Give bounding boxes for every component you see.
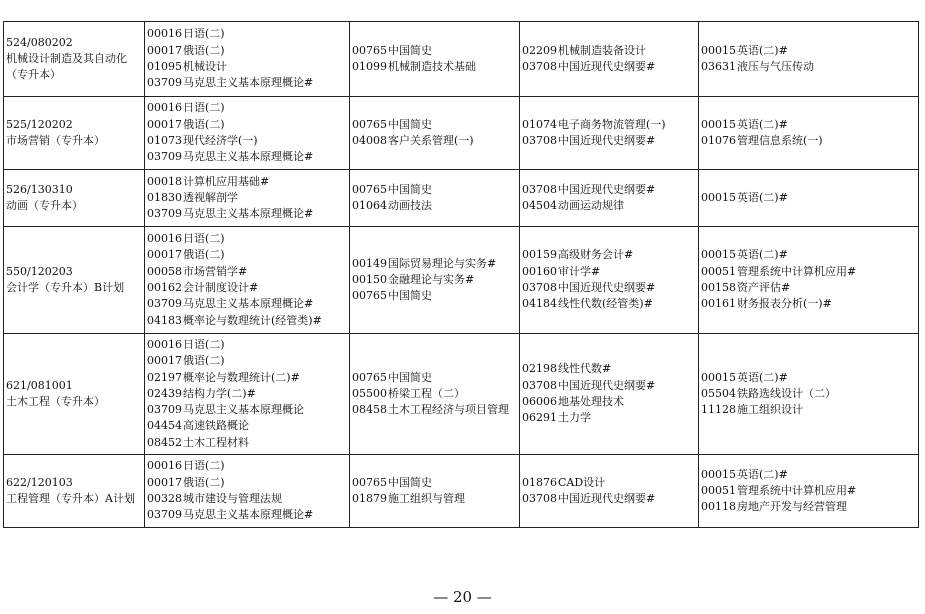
course-entry <box>522 117 696 133</box>
course-entry <box>352 43 517 59</box>
course-entry <box>352 117 517 133</box>
course-code: 03708 <box>522 60 557 73</box>
major-code: 550/120203 <box>6 264 73 278</box>
course-code: 00118 <box>701 500 736 514</box>
course-cell <box>699 97 919 170</box>
course-name: CAD设计 <box>558 475 606 489</box>
course-entry <box>522 491 696 507</box>
table-row <box>4 227 919 334</box>
course-code: 01876 <box>522 475 557 489</box>
course-entry <box>147 190 347 206</box>
course-name: 施工组织与管理 <box>388 492 465 505</box>
course-code: 08458 <box>352 403 387 417</box>
major-code: 622/120103 <box>6 475 73 489</box>
course-code: 05500 <box>352 386 387 400</box>
course-entry <box>522 264 696 280</box>
course-entry <box>522 43 696 59</box>
course-entry <box>147 337 347 353</box>
course-name: 英语(二)# <box>737 370 788 384</box>
course-name: 中国简史 <box>388 370 432 384</box>
exam-schedule-table <box>3 21 919 528</box>
course-code: 00161 <box>701 297 736 311</box>
course-code: 00160 <box>522 264 557 278</box>
course-name: 英语(二)# <box>737 248 788 262</box>
course-cell <box>699 227 919 334</box>
course-entry <box>147 507 347 523</box>
course-code: 00150 <box>352 272 387 286</box>
course-entry <box>147 117 347 133</box>
course-entry <box>147 353 347 369</box>
course-entry <box>701 59 916 75</box>
course-cell <box>520 455 699 528</box>
course-code: 00015 <box>701 117 736 131</box>
course-cell <box>350 227 520 334</box>
course-code: 04454 <box>147 419 182 433</box>
course-code: 00016 <box>147 459 182 473</box>
course-code: 03708 <box>522 492 557 505</box>
course-code: 00015 <box>701 43 736 57</box>
course-entry <box>701 190 916 206</box>
course-entry <box>147 491 347 507</box>
course-entry <box>147 264 347 280</box>
course-name: 机械制造技术基础 <box>388 60 476 73</box>
course-cell <box>145 170 350 227</box>
major-code: 621/081001 <box>6 378 73 392</box>
course-entry <box>147 174 347 190</box>
course-name: 中国近现代史纲要# <box>558 182 656 196</box>
course-entry <box>147 296 347 312</box>
course-name: 马克思主义基本原理概论# <box>183 508 314 522</box>
course-code: 01095 <box>147 60 182 73</box>
major-cell <box>4 455 145 528</box>
course-cell <box>520 170 699 227</box>
course-entry <box>522 475 696 491</box>
course-code: 01074 <box>522 117 557 131</box>
course-entry <box>147 386 347 402</box>
course-name: 计算机应用基础# <box>183 174 270 188</box>
course-entry <box>147 75 347 91</box>
course-entry <box>701 483 916 499</box>
major-name: 动画（专升本） <box>6 199 83 212</box>
course-code: 00765 <box>352 475 387 489</box>
course-name: 中国简史 <box>388 182 432 196</box>
course-cell <box>145 455 350 528</box>
course-name: 铁路选线设计（二） <box>737 386 836 400</box>
course-entry <box>522 410 696 426</box>
course-entry <box>522 182 696 198</box>
course-name: 土力学 <box>558 411 591 425</box>
course-cell <box>699 170 919 227</box>
major-name: 土木工程（专升本） <box>6 395 105 408</box>
major-name: 工程管理（专升本）A计划 <box>6 492 135 505</box>
major-name: 市场营销（专升本） <box>6 134 105 147</box>
course-cell <box>699 455 919 528</box>
course-code: 00149 <box>352 256 387 270</box>
course-code: 00765 <box>352 182 387 196</box>
course-entry <box>147 100 347 116</box>
course-name: 客户关系管理(一) <box>388 134 474 147</box>
course-name: 中国近现代史纲要# <box>558 492 656 505</box>
course-cell <box>350 97 520 170</box>
course-name: 马克思主义基本原理概论# <box>183 297 314 311</box>
course-name: 管理系统中计算机应用# <box>737 264 857 278</box>
course-entry <box>147 435 347 451</box>
course-code: 03709 <box>147 207 182 221</box>
course-entry <box>522 394 696 410</box>
major-code: 526/130310 <box>6 182 73 196</box>
course-entry <box>147 475 347 491</box>
course-name: 城市建设与管理法规 <box>183 492 282 505</box>
course-entry <box>352 370 517 386</box>
course-code: 02439 <box>147 386 182 400</box>
course-name: 英语(二)# <box>737 190 788 204</box>
course-entry <box>701 247 916 263</box>
course-name: 马克思主义基本原理概论# <box>183 76 314 90</box>
course-entry <box>352 288 517 304</box>
course-name: 房地产开发与经营管理 <box>737 500 847 514</box>
course-name: 动画运动规律 <box>558 199 624 212</box>
course-entry <box>701 467 916 483</box>
course-entry <box>701 386 916 402</box>
course-entry <box>147 402 347 418</box>
course-code: 01879 <box>352 492 387 505</box>
course-code: 00017 <box>147 248 182 262</box>
course-name: 俄语(二) <box>183 248 225 262</box>
course-code: 00051 <box>701 483 736 497</box>
course-entry <box>352 272 517 288</box>
course-entry <box>352 491 517 507</box>
course-code: 00016 <box>147 101 182 115</box>
course-name: 中国简史 <box>388 43 432 57</box>
course-entry <box>147 280 347 296</box>
major-name: 会计学（专升本）B计划 <box>6 281 125 294</box>
course-name: 结构力学(二)# <box>183 386 256 400</box>
course-code: 00016 <box>147 232 182 246</box>
course-name: 马克思主义基本原理概论# <box>183 150 314 164</box>
course-name: 中国近现代史纲要# <box>558 134 656 147</box>
table-body <box>4 22 919 528</box>
course-cell <box>350 170 520 227</box>
course-cell <box>520 22 699 97</box>
course-code: 03709 <box>147 508 182 522</box>
course-cell <box>350 334 520 455</box>
course-name: 日语(二) <box>183 337 225 351</box>
course-name: 英语(二)# <box>737 467 788 481</box>
course-code: 04183 <box>147 313 182 327</box>
course-code: 00765 <box>352 43 387 57</box>
course-name: 机械设计 <box>183 60 227 73</box>
course-cell <box>520 334 699 455</box>
course-name: 英语(二)# <box>737 43 788 57</box>
course-name: 透视解剖学 <box>183 190 238 204</box>
course-code: 01099 <box>352 60 387 73</box>
course-code: 01064 <box>352 199 387 212</box>
course-name: 英语(二)# <box>737 117 788 131</box>
course-name: 日语(二) <box>183 101 225 115</box>
course-code: 03709 <box>147 76 182 90</box>
major-cell <box>4 22 145 97</box>
course-code: 00051 <box>701 264 736 278</box>
table-row <box>4 170 919 227</box>
course-entry <box>352 182 517 198</box>
course-name: 电子商务物流管理(一) <box>558 117 666 131</box>
course-name: 管理信息系统(一) <box>737 134 823 147</box>
course-name: 俄语(二) <box>183 475 225 489</box>
course-entry <box>352 133 517 149</box>
course-entry <box>147 149 347 165</box>
course-name: 概率论与数理统计(二)# <box>183 370 300 384</box>
course-name: 高速铁路概论 <box>183 419 249 433</box>
course-entry <box>522 378 696 394</box>
major-cell <box>4 227 145 334</box>
course-code: 03708 <box>522 134 557 147</box>
course-entry <box>147 458 347 474</box>
course-cell <box>145 22 350 97</box>
course-cell <box>145 227 350 334</box>
course-entry <box>147 418 347 434</box>
course-name: 财务报表分析(一)# <box>737 297 832 311</box>
major-code: 524/080202 <box>6 35 73 49</box>
course-code: 00017 <box>147 117 182 131</box>
course-entry <box>701 264 916 280</box>
course-code: 03709 <box>147 297 182 311</box>
course-cell <box>520 97 699 170</box>
course-entry <box>522 280 696 296</box>
course-cell <box>145 97 350 170</box>
course-code: 05504 <box>701 386 736 400</box>
course-code: 00017 <box>147 354 182 368</box>
course-name: 国际贸易理论与实务# <box>388 256 497 270</box>
course-name: 中国近现代史纲要# <box>558 281 656 294</box>
course-code: 11128 <box>701 403 736 417</box>
course-name: 中国简史 <box>388 117 432 131</box>
course-entry <box>147 26 347 42</box>
course-entry <box>701 117 916 133</box>
course-entry <box>522 296 696 312</box>
course-code: 01830 <box>147 190 182 204</box>
course-name: 中国近现代史纲要# <box>558 378 656 392</box>
course-code: 00018 <box>147 174 182 188</box>
course-code: 00015 <box>701 248 736 262</box>
course-code: 02197 <box>147 370 182 384</box>
course-code: 01073 <box>147 134 182 147</box>
course-code: 00765 <box>352 117 387 131</box>
course-entry <box>352 59 517 75</box>
major-cell <box>4 170 145 227</box>
course-name: 中国简史 <box>388 475 432 489</box>
course-name: 高级财务会计# <box>558 248 634 262</box>
course-code: 00017 <box>147 475 182 489</box>
course-code: 00162 <box>147 281 182 294</box>
course-entry <box>701 370 916 386</box>
course-code: 03708 <box>522 281 557 294</box>
course-code: 00159 <box>522 248 557 262</box>
course-name: 动画技法 <box>388 199 432 212</box>
course-cell <box>350 455 520 528</box>
course-entry <box>352 475 517 491</box>
course-entry <box>522 59 696 75</box>
course-name: 概率论与数理统计(经管类)# <box>183 313 322 327</box>
course-code: 00016 <box>147 27 182 41</box>
course-name: 金融理论与实务# <box>388 272 475 286</box>
course-code: 03631 <box>701 60 736 73</box>
course-cell <box>699 334 919 455</box>
course-code: 03709 <box>147 150 182 164</box>
major-cell <box>4 334 145 455</box>
course-entry <box>147 133 347 149</box>
course-name: 线性代数# <box>558 362 612 376</box>
course-code: 01076 <box>701 134 736 147</box>
course-entry <box>147 247 347 263</box>
table-row <box>4 455 919 528</box>
course-code: 02209 <box>522 43 557 57</box>
course-name: 会计制度设计# <box>183 281 259 294</box>
course-code: 00016 <box>147 337 182 351</box>
major-code: 525/120202 <box>6 117 73 131</box>
course-code: 04008 <box>352 134 387 147</box>
course-name: 机械制造装备设计 <box>558 43 646 57</box>
course-name: 俄语(二) <box>183 43 225 57</box>
course-code: 00015 <box>701 370 736 384</box>
course-entry <box>522 247 696 263</box>
table-row <box>4 334 919 455</box>
course-code: 00765 <box>352 370 387 384</box>
course-name: 日语(二) <box>183 232 225 246</box>
course-entry <box>147 206 347 222</box>
course-cell <box>699 22 919 97</box>
course-name: 土木工程材料 <box>183 435 249 449</box>
major-name: 机械设计制造及其自动化（专升本） <box>6 51 127 82</box>
page-number: — 20 — <box>433 588 492 606</box>
major-cell <box>4 97 145 170</box>
course-code: 00015 <box>701 190 736 204</box>
course-name: 日语(二) <box>183 27 225 41</box>
course-cell <box>145 334 350 455</box>
table-row <box>4 97 919 170</box>
course-name: 日语(二) <box>183 459 225 473</box>
course-code: 00158 <box>701 281 736 294</box>
course-entry <box>352 386 517 402</box>
course-name: 土木工程经济与项目管理 <box>388 403 509 417</box>
course-name: 中国近现代史纲要# <box>558 60 656 73</box>
course-entry <box>522 198 696 214</box>
course-name: 现代经济学(一) <box>183 134 258 147</box>
course-code: 00328 <box>147 492 182 505</box>
course-code: 08452 <box>147 435 182 449</box>
course-name: 资产评估# <box>737 281 791 294</box>
course-code: 03708 <box>522 378 557 392</box>
course-name: 俄语(二) <box>183 117 225 131</box>
course-code: 03708 <box>522 182 557 196</box>
course-cell <box>520 227 699 334</box>
course-name: 马克思主义基本原理概论# <box>183 207 314 221</box>
course-name: 审计学# <box>558 264 601 278</box>
course-name: 马克思主义基本原理概论 <box>183 403 304 417</box>
table-row <box>4 22 919 97</box>
course-code: 00017 <box>147 43 182 57</box>
course-entry <box>522 133 696 149</box>
course-code: 02198 <box>522 362 557 376</box>
course-name: 管理系统中计算机应用# <box>737 483 857 497</box>
course-entry <box>701 499 916 515</box>
course-name: 地基处理技术 <box>558 395 624 408</box>
course-name: 线性代数(经管类)# <box>558 297 653 311</box>
course-name: 中国简史 <box>388 289 432 303</box>
course-name: 施工组织设计 <box>737 403 803 417</box>
course-entry <box>147 370 347 386</box>
course-code: 03709 <box>147 403 182 417</box>
course-name: 液压与气压传动 <box>737 60 814 73</box>
course-entry <box>701 296 916 312</box>
course-entry <box>352 198 517 214</box>
course-entry <box>352 256 517 272</box>
course-entry <box>701 402 916 418</box>
course-entry <box>352 402 517 418</box>
course-cell <box>350 22 520 97</box>
course-entry <box>701 280 916 296</box>
course-code: 00765 <box>352 289 387 303</box>
course-entry <box>701 43 916 59</box>
course-entry <box>522 361 696 377</box>
course-code: 00015 <box>701 467 736 481</box>
course-name: 桥梁工程（二） <box>388 386 465 400</box>
course-code: 04504 <box>522 199 557 212</box>
course-code: 06006 <box>522 395 557 408</box>
course-name: 市场营销学# <box>183 264 248 278</box>
course-entry <box>147 43 347 59</box>
course-code: 06291 <box>522 411 557 425</box>
course-entry <box>147 231 347 247</box>
course-code: 00058 <box>147 264 182 278</box>
course-entry <box>147 59 347 75</box>
course-entry <box>147 313 347 329</box>
course-entry <box>701 133 916 149</box>
course-name: 俄语(二) <box>183 354 225 368</box>
course-code: 04184 <box>522 297 557 311</box>
